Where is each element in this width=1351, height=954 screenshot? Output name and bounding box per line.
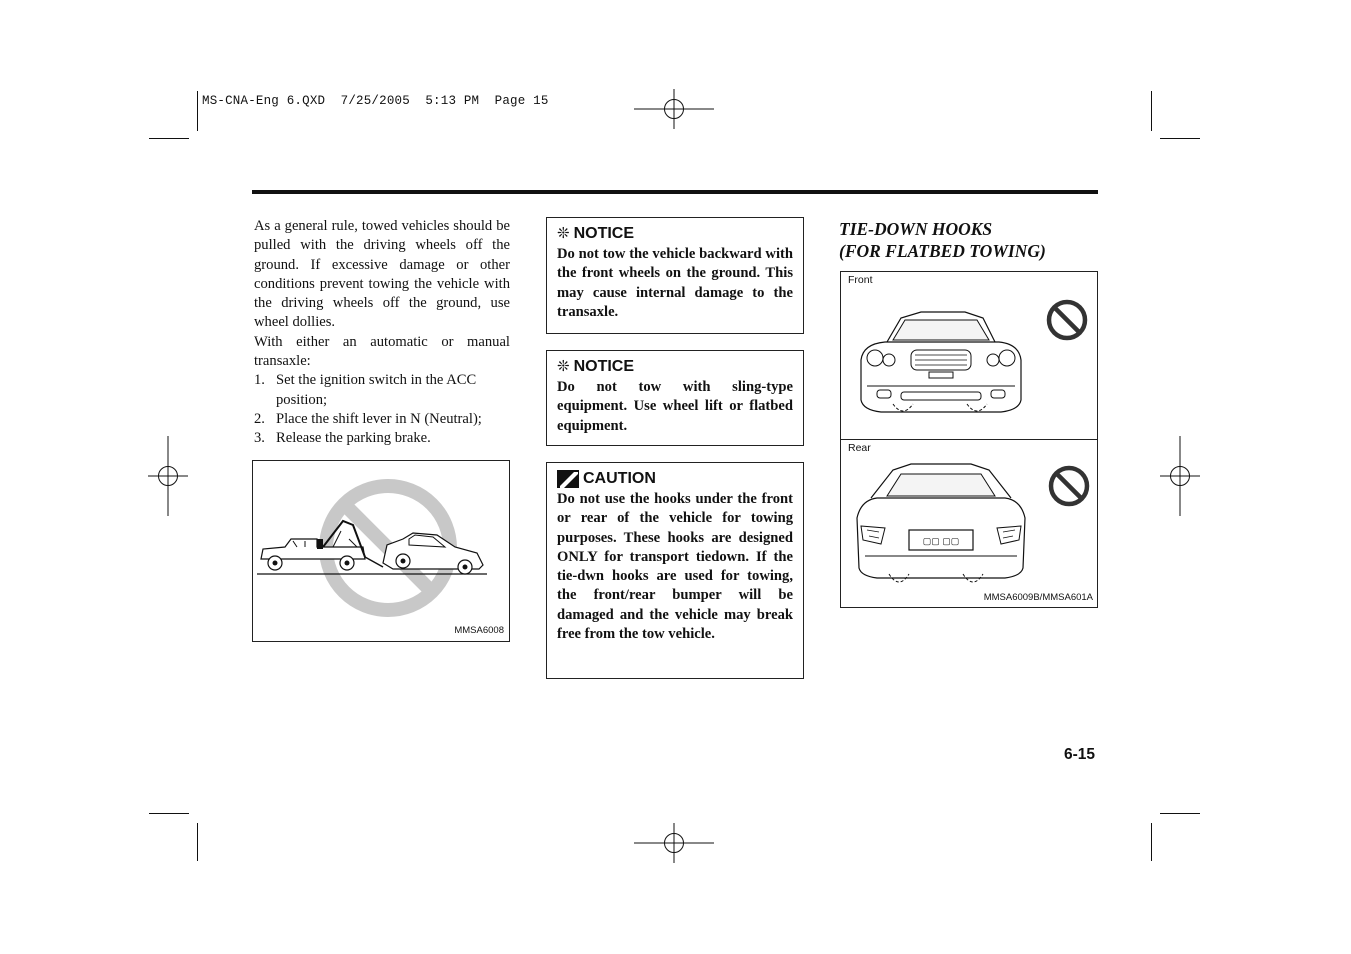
caution-slash-icon (557, 470, 579, 488)
list-item: 3. Release the parking brake. (254, 430, 431, 447)
registration-mark-icon (148, 436, 188, 516)
tie-down-figure (840, 271, 1098, 608)
section-heading: TIE-DOWN HOOKS (FOR FLATBED TOWING) (839, 219, 1046, 261)
tow-truck-prohibited-illustration (253, 461, 509, 641)
caution-text: Do not use the hooks under the front or rear of the vehicle for towing purposes. These hooks are designed ONLY for transport tiedown. If the tie-dwn hooks are used for towing, the front/rear bumper will be damaged and the vehicle may break free from the tow vehicle. (557, 491, 793, 643)
svg-text:▢▢ ▢▢: ▢▢ ▢▢ (922, 536, 960, 546)
intro-paragraph: With either an automatic or manual transaxle: (254, 333, 510, 370)
steps-list (254, 371, 510, 448)
registration-mark-icon (1160, 436, 1200, 516)
caution-heading: CAUTION (557, 470, 793, 488)
notice-asterisk-icon: ❊ (557, 225, 570, 242)
crop-mark (149, 813, 189, 814)
intro-paragraph: As a general rule, towed vehicles should be pulled with the driving wheels off the ground. If excessive damage or other conditions prevent towing the vehicle with the driving wheels off the ground, use wheel dollies. (254, 218, 510, 331)
slug-line: MS-CNA-Eng 6.QXD 7/25/2005 5:13 PM Page 15 (202, 94, 549, 108)
notice-heading: ❊ NOTICE (557, 358, 635, 375)
list-item: 2. Place the shift lever in N (Neutral); (254, 410, 482, 427)
registration-mark-icon (634, 823, 714, 863)
car-front-illustration (841, 272, 1097, 438)
list-item: 1. Set the ignition switch in the ACC position; (254, 372, 477, 408)
header-rule (252, 190, 1098, 194)
page-number: 6-15 (1064, 746, 1096, 763)
crop-mark (1160, 138, 1200, 139)
registration-mark-icon (634, 89, 714, 129)
crop-mark (1151, 91, 1152, 131)
towing-figure (252, 460, 510, 642)
crop-mark (149, 138, 189, 139)
figure-code: MMSA6009B/MMSA601A (983, 592, 1093, 603)
crop-mark (197, 823, 198, 861)
caution-box (546, 462, 804, 679)
notice-box (546, 217, 804, 334)
rear-label: Rear (848, 442, 871, 454)
notice-text: Do not tow with sling-type equipment. Use wheel lift or flatbed equipment. (557, 379, 793, 434)
crop-mark (1160, 813, 1200, 814)
figure-code: MMSA6008 (454, 625, 504, 636)
notice-asterisk-icon: ❊ (557, 358, 570, 375)
car-rear-illustration (841, 440, 1097, 608)
front-label: Front (848, 274, 873, 286)
notice-text: Do not tow the vehicle backward with the front wheels on the ground. This may cause internal damage to the transaxle. (557, 246, 793, 320)
intro-text (254, 217, 510, 449)
crop-mark (197, 91, 198, 131)
notice-box (546, 350, 804, 446)
notice-heading: ❊ NOTICE (557, 225, 635, 242)
crop-mark (1151, 823, 1152, 861)
